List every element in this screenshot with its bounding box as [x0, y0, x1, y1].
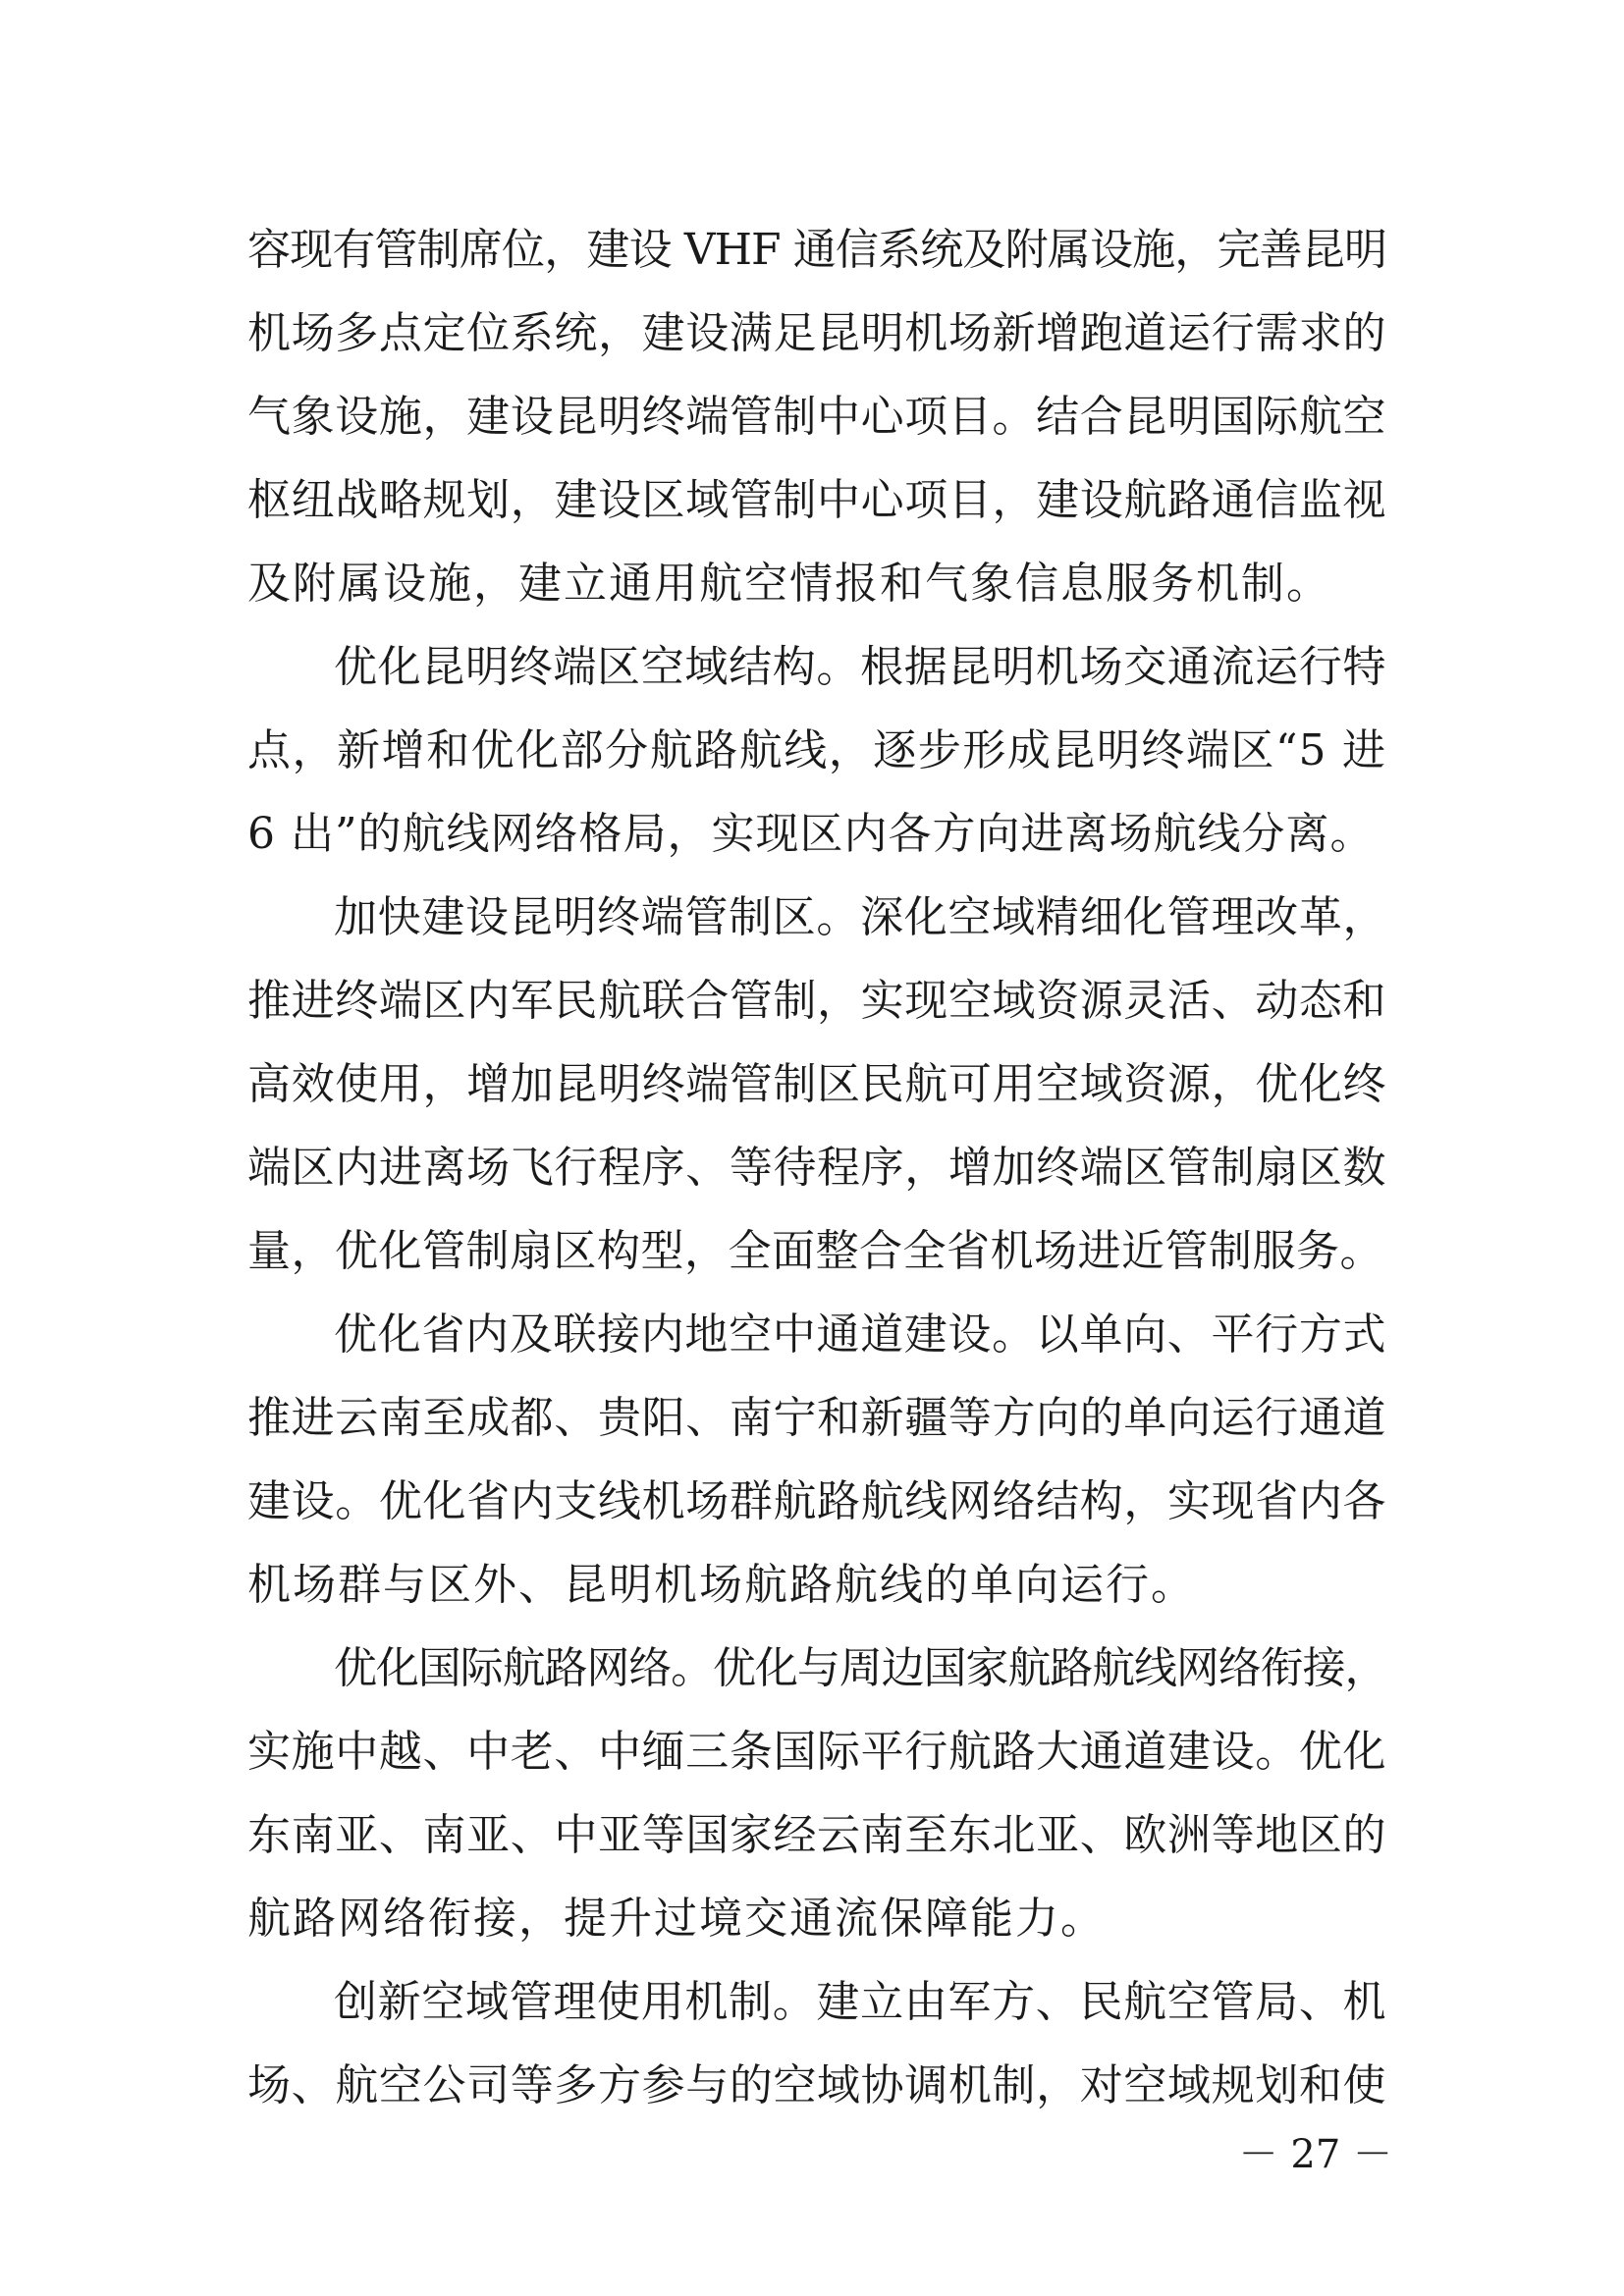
text-line: 及附属设施，建立通用航空情报和气象信息服务机制。 [247, 559, 1331, 609]
text-line: 优化省内及联接内地空中通道建设。以单向、平行方式 [334, 1309, 1386, 1360]
text-line: 量，优化管制扇区构型，全面整合全省机场进近管制服务。 [247, 1226, 1383, 1276]
text-line: 场、航空公司等多方参与的空域协调机制，对空域规划和使 [247, 2060, 1386, 2110]
text-line: 机场多点定位系统，建设满足昆明机场新增跑道运行需求的 [247, 308, 1386, 358]
text-line: 高效使用，增加昆明终端管制区民航可用空域资源，优化终 [247, 1059, 1386, 1109]
text-line: 机场群与区外、昆明机场航路航线的单向运行。 [247, 1560, 1196, 1610]
text-line: 优化昆明终端区空域结构。根据昆明机场交通流运行特 [334, 642, 1386, 692]
text-line: 点，新增和优化部分航路航线，逐步形成昆明终端区“5 进 [247, 725, 1386, 775]
page-number: － 27 － [1238, 2132, 1392, 2177]
text-line: 推进终端区内军民航联合管制，实现空域资源灵活、动态和 [247, 976, 1386, 1026]
paragraph [247, 208, 1386, 625]
paragraph [247, 1293, 1386, 1627]
paragraph [247, 625, 1386, 876]
paragraph [247, 1960, 1386, 2127]
text-line: 优化国际航路网络。优化与周边国家航路航线网络衔接， [334, 1643, 1386, 1693]
text-line: 气象设施，建设昆明终端管制中心项目。结合昆明国际航空 [247, 392, 1386, 442]
text-line: 推进云南至成都、贵阳、南宁和新疆等方向的单向运行通道 [247, 1393, 1386, 1443]
text-line: 加快建设昆明终端管制区。深化空域精细化管理改革， [334, 892, 1386, 942]
text-line: 创新空域管理使用机制。建立由军方、民航空管局、机 [334, 1977, 1386, 2027]
text-line: 实施中越、中老、中缅三条国际平行航路大通道建设。优化 [247, 1727, 1386, 1777]
paragraph [247, 1627, 1386, 1960]
text-line: 航路网络衔接，提升过境交通流保障能力。 [247, 1894, 1106, 1944]
text-line: 建设。优化省内支线机场群航路航线网络结构，实现省内各 [247, 1476, 1386, 1526]
paragraph [247, 876, 1386, 1293]
text-line: 枢纽战略规划，建设区域管制中心项目，建设航路通信监视 [247, 475, 1386, 525]
text-line: 容现有管制席位，建设 VHF 通信系统及附属设施，完善昆明 [247, 225, 1386, 275]
text-line: 6 出”的航线网络格局，实现区内各方向进离场航线分离。 [247, 809, 1375, 859]
body-text [247, 208, 1386, 2127]
text-line: 端区内进离场飞行程序、等待程序，增加终端区管制扇区数 [247, 1143, 1386, 1193]
text-line: 东南亚、南亚、中亚等国家经云南至东北亚、欧洲等地区的 [247, 1810, 1386, 1860]
